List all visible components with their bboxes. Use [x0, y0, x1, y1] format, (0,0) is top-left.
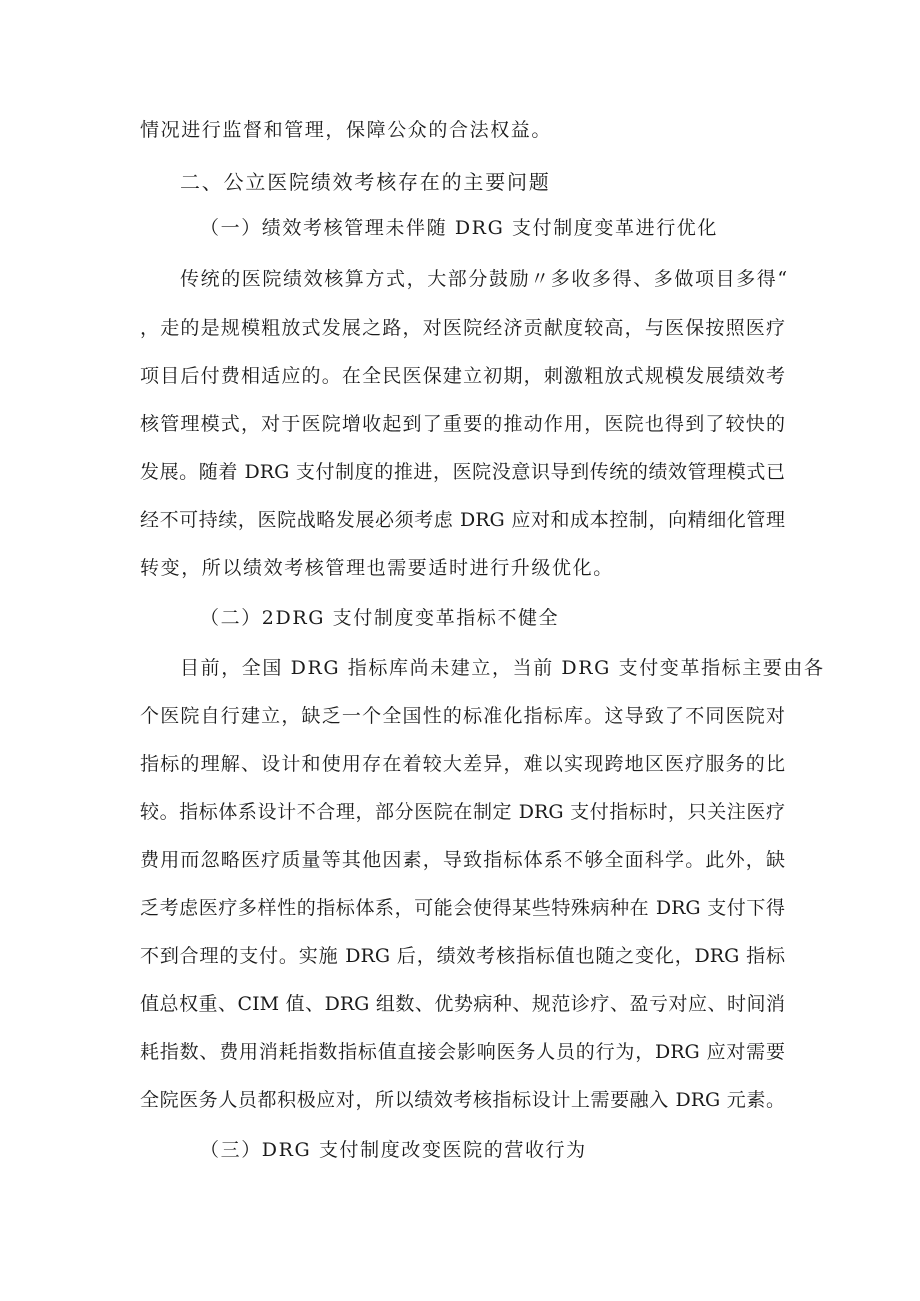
- paragraph-2-line: 值总权重、CIM 值、DRG 组数、优势病种、规范诊疗、盈亏对应、时间消: [140, 993, 785, 1015]
- paragraph-2-line: 全院医务人员都积极应对，所以绩效考核指标设计上需要融入 DRG 元素。: [140, 1089, 785, 1111]
- paragraph-1-line: 转变，所以绩效考核管理也需要适时进行升级优化。: [140, 557, 614, 579]
- paragraph-2-line: 乏考虑医疗多样性的指标体系，可能会使得某些特殊病种在 DRG 支付下得: [140, 897, 785, 919]
- paragraph-1-line: 发展。随着 DRG 支付制度的推进，医院没意识导到传统的绩效管理模式已: [140, 461, 785, 483]
- paragraph-2-line: 指标的理解、设计和使用存在着较大差异，难以实现跨地区医疗服务的比: [140, 753, 785, 775]
- paragraph-1-line: 核管理模式，对于医院增收起到了重要的推动作用，医院也得到了较快的: [140, 413, 785, 435]
- paragraph-2-line: 费用而忽略医疗质量等其他因素，导致指标体系不够全面科学。此外，缺: [140, 849, 785, 871]
- paragraph-1-line: 经不可持续，医院战略发展必须考虑 DRG 应对和成本控制，向精细化管理: [140, 509, 785, 531]
- paragraph-1-line: 传统的医院绩效核算方式，大部分鼓励〃多收多得、多做项目多得“: [180, 268, 789, 290]
- subsection-2-heading: （二）2DRG 支付制度变革指标不健全: [200, 607, 560, 629]
- continuation-line: 情况进行监督和管理，保障公众的合法权益。: [140, 119, 553, 141]
- section-heading: 二、公立医院绩效考核存在的主要问题: [180, 170, 551, 194]
- paragraph-2-line: 个医院自行建立，缺乏一个全国性的标准化指标库。这导致了不同医院对: [140, 705, 785, 727]
- paragraph-2-line: 较。指标体系设计不合理，部分医院在制定 DRG 支付指标时，只关注医疗: [140, 801, 785, 823]
- paragraph-1-line: ，走的是规模粗放式发展之路，对医院经济贡献度较高，与医保按照医疗: [140, 317, 785, 339]
- paragraph-2-line: 目前，全国 DRG 指标库尚未建立，当前 DRG 支付变革指标主要由各: [180, 657, 825, 679]
- subsection-3-heading: （三）DRG 支付制度改变医院的营收行为: [200, 1139, 587, 1161]
- paragraph-1-line: 项目后付费相适应的。在全民医保建立初期，刺激粗放式规模发展绩效考: [140, 365, 785, 387]
- paragraph-2-line: 耗指数、费用消耗指数指标值直接会影响医务人员的行为，DRG 应对需要: [140, 1041, 785, 1063]
- subsection-1-heading: （一）绩效考核管理未伴随 DRG 支付制度变革进行优化: [200, 217, 718, 239]
- paragraph-2-line: 不到合理的支付。实施 DRG 后，绩效考核指标值也随之变化，DRG 指标: [140, 945, 785, 967]
